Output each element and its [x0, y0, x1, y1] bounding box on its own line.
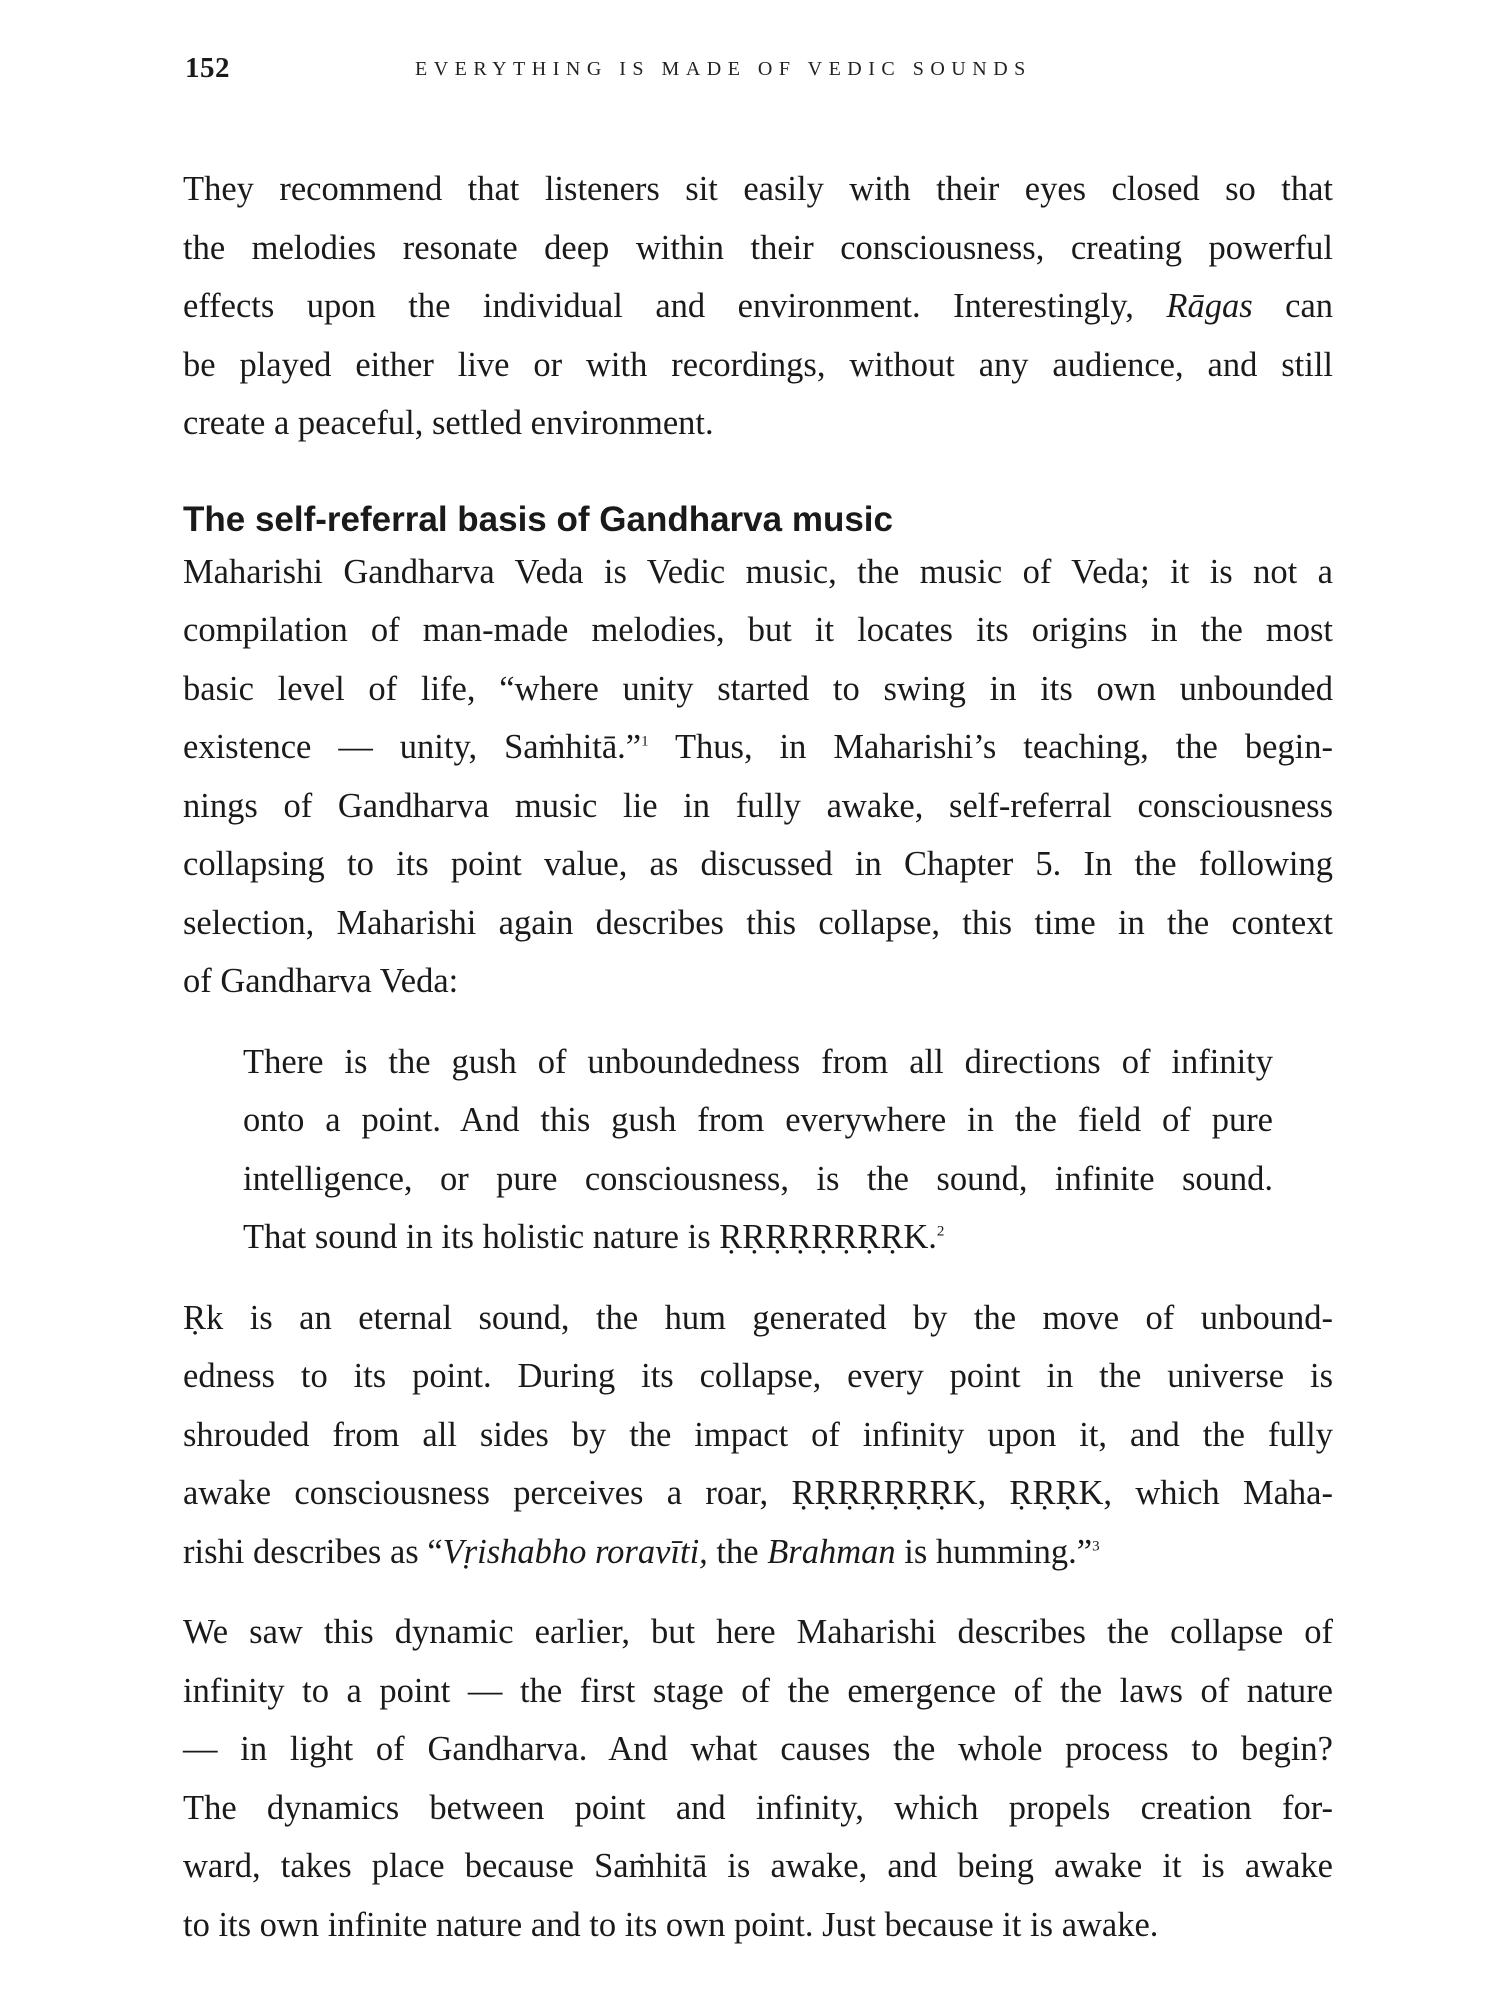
text-line: Ṛk is an eternal sound, the hum generated by the move of unbound-	[183, 1298, 1333, 1337]
text-line: ward, takes place because Saṁhitā is awake, and being awake it is awake	[183, 1847, 1333, 1885]
text-line: edness to its point. During its collapse, every point in the universe is	[183, 1357, 1333, 1395]
footnote-marker: 1	[641, 733, 649, 750]
text-line: shrouded from all sides by the impact of infinity upon it, and the fully	[183, 1415, 1333, 1454]
text-line: basic level of life, “where unity started to swing in its own unbounded	[183, 669, 1333, 708]
text-line: infinity to a point — the first stage of the emergence of the laws of nature	[183, 1671, 1333, 1710]
italic-term: Vṛishabho roravīti,	[442, 1532, 708, 1571]
text-line: That sound in its holistic nature is ṚṚṚṚṚṚṚṚK.$^2$	[243, 1218, 945, 1256]
text-line: There is the gush of unboundedness from all directions of infinity	[243, 1042, 1273, 1081]
text-line: nings of Gandharva music lie in fully awake, self-referral consciousness	[183, 786, 1333, 825]
text-line: They recommend that listeners sit easily with their eyes closed so that	[183, 170, 1333, 208]
page-header	[185, 52, 1335, 92]
italic-term: Brahman	[767, 1532, 896, 1571]
text-line: awake consciousness perceives a roar, ṚṚṚṚṚṚṚK, ṚṚṚK, which Maha-	[183, 1474, 1333, 1512]
page-body	[183, 160, 1333, 1954]
text-line: onto a point. And this gush from everywhere in the field of pure	[243, 1101, 1273, 1139]
paragraph-dynamics	[183, 1603, 1333, 1954]
text-line: to its own infinite nature and to its own point. Just because it is awake.	[183, 1905, 1159, 1944]
text-line: be played either live or with recordings, without any audience, and still	[183, 345, 1333, 384]
page-number: 152	[185, 52, 230, 84]
block-quote	[243, 1033, 1273, 1267]
text-line: create a peaceful, settled environment.	[183, 404, 714, 442]
text-line: intelligence, or pure consciousness, is the sound, infinite sound.	[243, 1159, 1273, 1198]
paragraph-rk	[183, 1289, 1333, 1582]
text-line: effects upon the individual and environment. Interestingly, Rāgas can	[183, 287, 1334, 325]
italic-term: Rāgas	[1166, 287, 1253, 325]
text-line: the melodies resonate deep within their consciousness, creating powerful	[183, 228, 1333, 267]
footnote-marker: 2	[936, 1223, 945, 1240]
text-line: — in light of Gandharva. And what causes the whole process to begin?	[183, 1730, 1333, 1768]
text-line: We saw this dynamic earlier, but here Maharishi describes the collapse of	[183, 1613, 1333, 1651]
text-line: compilation of man-made melodies, but it locates its origins in the most	[183, 611, 1333, 649]
text-line: of Gandharva Veda:	[183, 962, 459, 1000]
footnote-marker: 3	[1092, 1538, 1100, 1554]
running-head: EVERYTHING IS MADE OF VEDIC SOUNDS	[415, 58, 1032, 80]
text-line: selection, Maharishi again describes this collapse, this time in the context	[183, 903, 1333, 942]
text-line: rishi describes as “Vṛishabho roravīti, the Brahman is humming.”$^3$	[183, 1532, 1100, 1571]
text-line: existence — unity, Saṁhitā.”$^1$ Thus, in Maharishi’s teaching, the begin-	[183, 728, 1333, 766]
text-line: Maharishi Gandharva Veda is Vedic music, the music of Veda; it is not a	[183, 552, 1333, 591]
text-line: The dynamics between point and infinity, which propels creation for-	[183, 1788, 1333, 1827]
paragraph-ragas	[183, 160, 1333, 453]
section-heading: The self-referral basis of Gandharva music	[183, 499, 893, 539]
text-line: collapsing to its point value, as discussed in Chapter 5. In the following	[183, 845, 1333, 883]
paragraph-gandharva	[183, 543, 1333, 1011]
